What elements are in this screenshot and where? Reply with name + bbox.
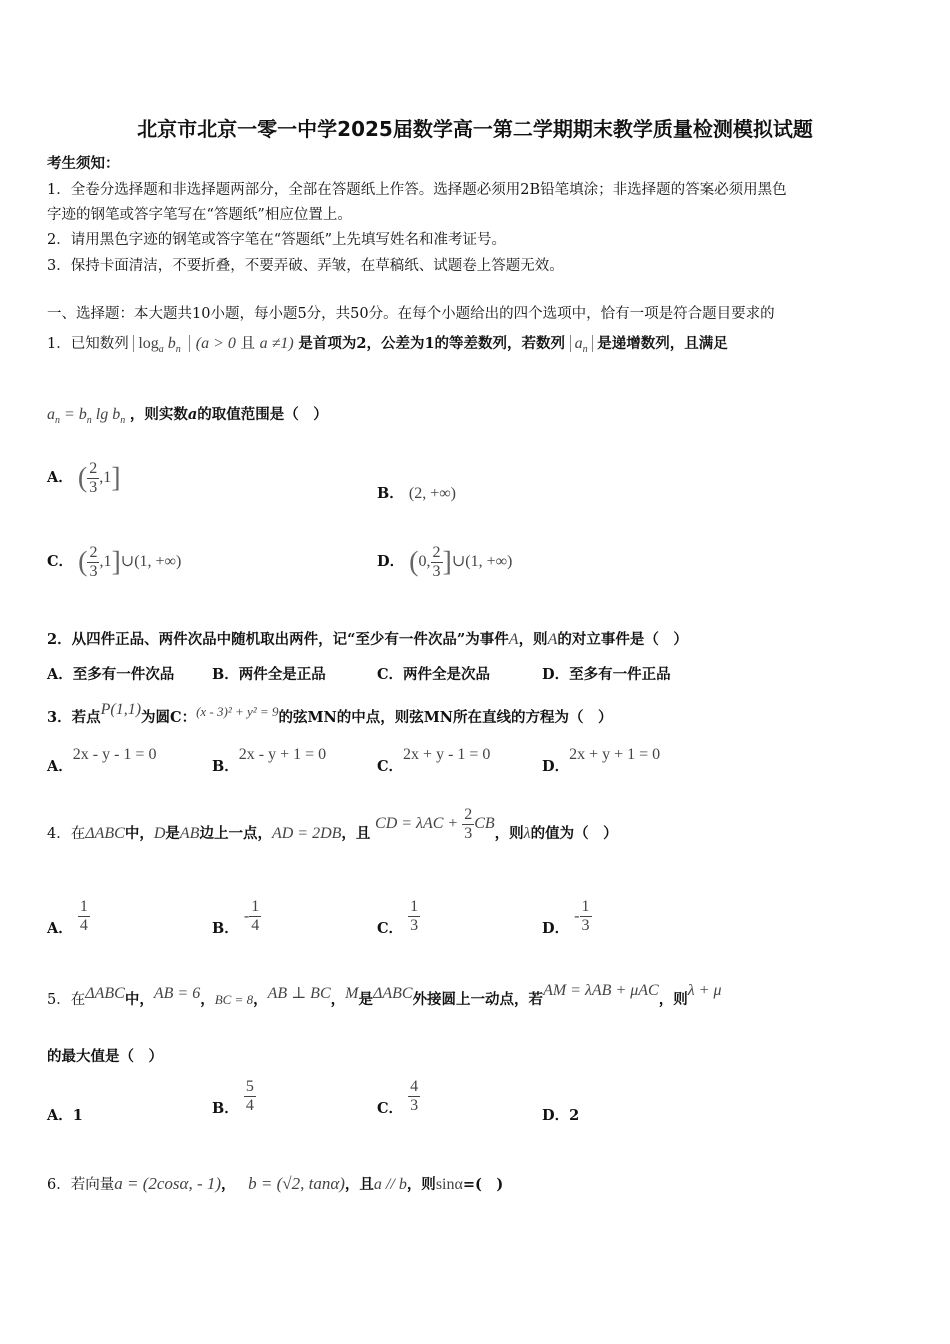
- q5-option-b[interactable]: B． $\frac{5}{4}$: [212, 1078, 254, 1117]
- question-4: 4．在ΔABC中，D是AB边上一点，AD = 2DB，且 CD = λAC + $\frac{2}{3}$ CB，则λ的值为（ ）: [47, 806, 618, 842]
- notice-item-2: 2．请用黑色字迹的钢笔或答字笔在“答题纸”上先填写姓名和准考证号。: [47, 232, 507, 248]
- notice-item-1: 1．全卷分选择题和非选择题两部分，全部在答题纸上作答。选择题必须用2B铅笔填涂；非选择题的答案必须用黑色: [47, 182, 787, 198]
- q4-option-d[interactable]: D． - $\frac{1}{3}$: [542, 898, 590, 937]
- q2-option-c[interactable]: C．两件全是次品: [377, 666, 491, 683]
- q3-option-b[interactable]: B．2x - y + 1 = 0: [212, 746, 327, 775]
- q4-option-c[interactable]: C． $\frac{1}{3}$: [377, 898, 419, 937]
- q1-condition: (a > 0: [195, 335, 236, 352]
- q2-option-d[interactable]: D．至多有一件正品: [542, 666, 671, 683]
- q5-option-a[interactable]: A．1: [47, 1107, 83, 1124]
- q4-option-a[interactable]: A． $\frac{1}{4}$: [47, 898, 88, 937]
- notice-item-1-cont: 字迹的钢笔或答字笔写在“答题纸”相应位置上。: [47, 207, 352, 223]
- question-5: 5．在ΔABC中，AB = 6，BC = 8，AB ⊥ BC，M是ΔABC外接圆上一动点，若AM = λAB + μAC，则λ + μ: [47, 982, 722, 1008]
- page-title: 北京市北京一零一中学2025届数学高一第二学期期末教学质量检测模拟试题: [137, 117, 813, 141]
- q3-option-a[interactable]: A．2x - y - 1 = 0: [47, 746, 157, 775]
- question-3: 3．若点P(1,1)为圆C：(x - 3)² + y² = 9的弦MN的中点，则弦MN所在直线的方程为（ ）: [47, 701, 613, 726]
- q1-sequence-an: $a_n$: [570, 335, 593, 352]
- q1-number: 1．已知数列: [47, 336, 129, 352]
- q1-option-d[interactable]: D． (0, $\frac{2}{3}$ ]∪(1, +∞): [377, 544, 513, 580]
- q1-condition-line: $a_n = b_n$ $\lg b_n$ ，则实数a的取值范围是（ ）: [47, 406, 328, 427]
- question-6: 6．若向量a = (2cosα, - 1)， b = (√2, tanα)，且a // b，则sinα=( ): [47, 1174, 504, 1193]
- q1-option-b[interactable]: B． (2, +∞): [377, 485, 456, 502]
- q5-question-tail: 的最大值是（ ）: [47, 1048, 163, 1065]
- section-heading: 一、选择题：本大题共10小题，每小题5分，共50分。在每个小题给出的四个选项中，恰有一项是符合题目要求的: [47, 306, 775, 322]
- notice-heading: 考生须知：: [47, 155, 120, 172]
- q1-and: 且: [240, 336, 256, 352]
- q1-sequence-log: $\log_a b_n$: [133, 335, 189, 352]
- q5-option-c[interactable]: C． $\frac{4}{3}$: [377, 1078, 419, 1117]
- q1-text-2: 是递增数列，且满足: [597, 335, 728, 352]
- q2-option-a[interactable]: A．至多有一件次品: [47, 666, 175, 683]
- q1-option-c[interactable]: C． ( $\frac{2}{3}$ ,1]∪(1, +∞): [47, 544, 182, 580]
- q2-option-b[interactable]: B．两件全是正品: [212, 666, 326, 683]
- q5-option-d[interactable]: D．2: [542, 1107, 580, 1124]
- q1-text-1: 是首项为2，公差为1的等差数列，若数列: [298, 335, 566, 352]
- q1-equation: $a_n = b_n$ $\lg b_n$: [47, 406, 126, 427]
- q3-option-c[interactable]: C．2x + y - 1 = 0: [377, 746, 491, 775]
- q1-condition-2: a ≠1): [259, 335, 294, 352]
- notice-item-3: 3．保持卡面清洁，不要折叠，不要弄破、弄皱，在草稿纸、试题卷上答题无效。: [47, 258, 564, 274]
- q4-option-b[interactable]: B． - $\frac{1}{4}$: [212, 898, 260, 937]
- q3-option-d[interactable]: D．2x + y + 1 = 0: [542, 746, 661, 775]
- question-2: 2．从四件正品、两件次品中随机取出两件，记“至少有一件次品”为事件A，则A的对立事件是（ ）: [47, 631, 688, 648]
- q1-option-a[interactable]: A． ( $\frac{2}{3}$ ,1]: [47, 460, 121, 496]
- question-1: [47, 330, 728, 364]
